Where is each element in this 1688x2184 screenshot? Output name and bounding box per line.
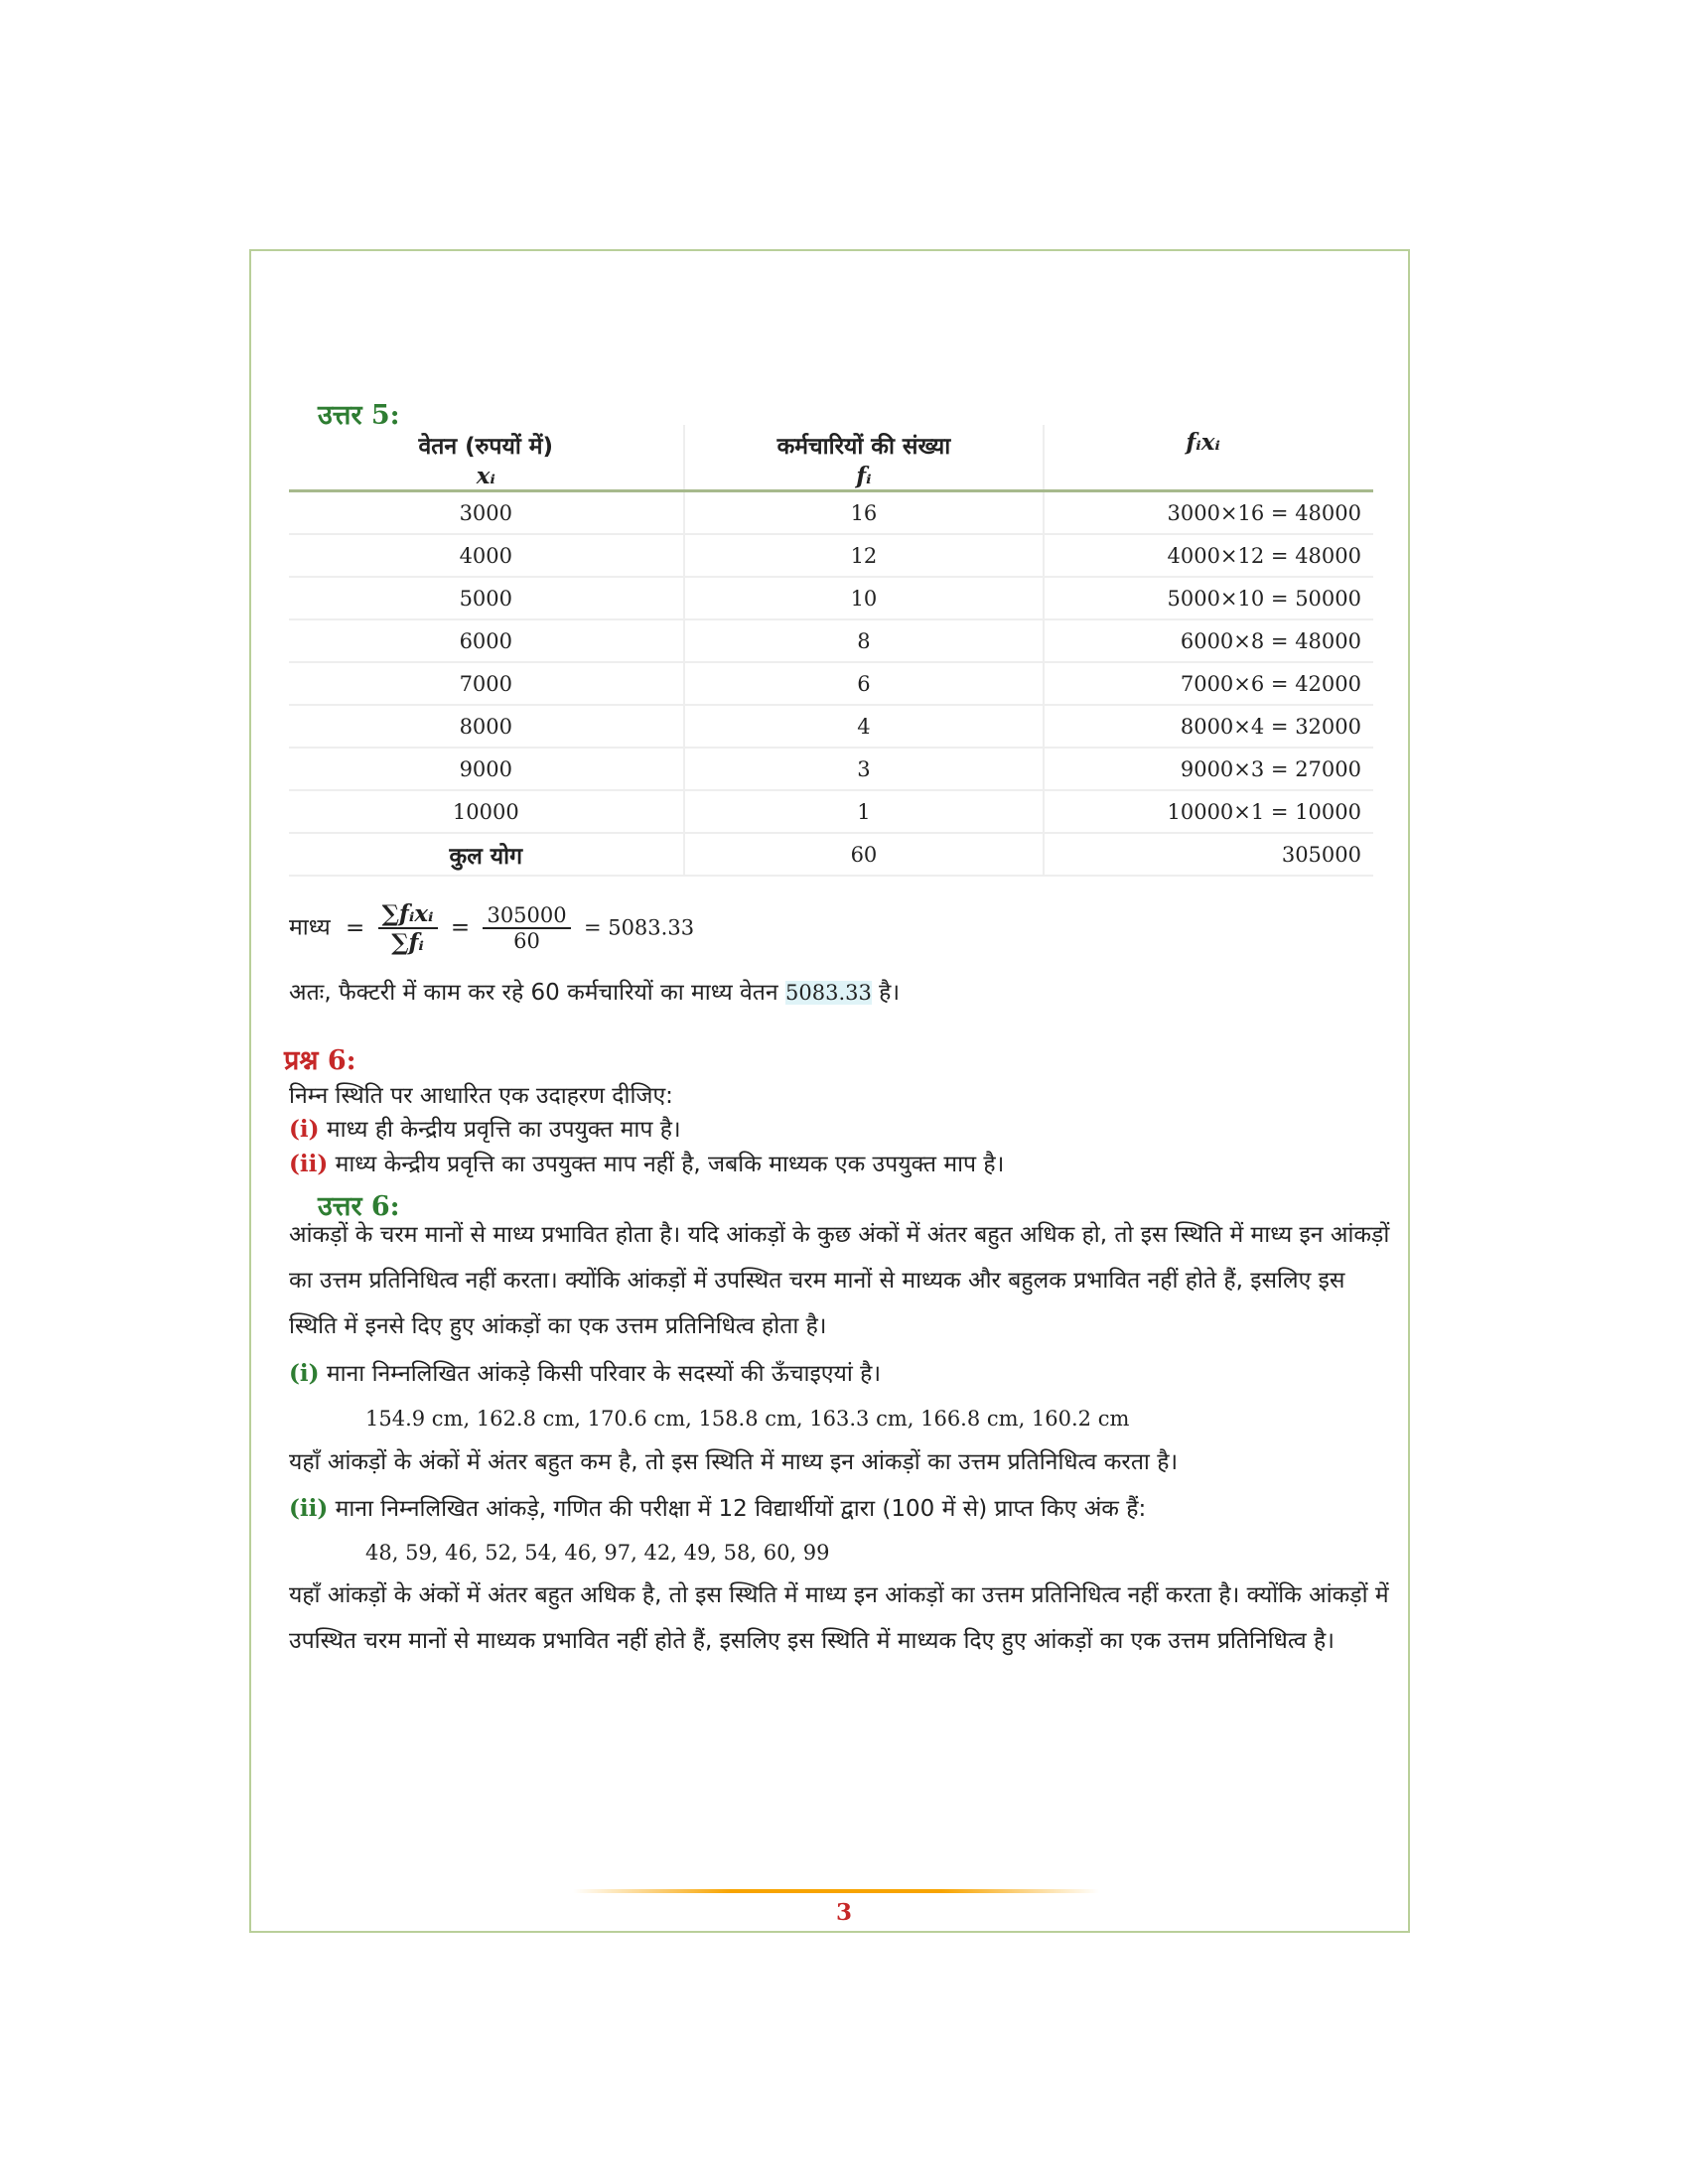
header-employees: कर्मचारियों की संख्या fᵢ [684, 425, 1045, 491]
answer-6-part-1: (i) माना निम्नलिखित आंकड़े किसी परिवार के सदस्यों की ऊँचाइएयां है। [289, 1360, 882, 1387]
header-employees-symbol: fᵢ [856, 463, 872, 489]
mean-formula: माध्य = $\frac{\text{∑fᵢxᵢ}}{\text{∑fᵢ}}$ = $\frac{305000}{60}$ = 5083.33 [289, 900, 695, 956]
table-total-row [289, 833, 1373, 876]
total-frequency: 60 [684, 833, 1045, 876]
answer-5-heading: उत्तर 5: [318, 400, 400, 431]
mean-conclusion: अतः, फैक्टरी में काम कर रहे 60 कर्मचारियों का माध्य वेतन 5083.33 है। [289, 980, 901, 1006]
table-row: 8000 4 8000×4 = 32000 [289, 705, 1373, 748]
answer-6-part-2: (ii) माना निम्नलिखित आंकड़े, गणित की परीक्षा में 12 विद्यार्थीयों द्वारा (100 में से) प्राप्त किए अंक हैं: [289, 1495, 1147, 1522]
answer-6-heading: उत्तर 6: [318, 1191, 400, 1222]
table-row: 7000 6 7000×6 = 42000 [289, 662, 1373, 705]
header-product: fᵢxᵢ [1044, 425, 1373, 491]
table-row: 10000 1 10000×1 = 10000 [289, 790, 1373, 833]
table-row: 6000 8 6000×8 = 48000 [289, 619, 1373, 662]
total-product: 305000 [1044, 833, 1373, 876]
question-6-heading: प्रश्न 6: [284, 1045, 356, 1076]
footer-divider [573, 1889, 1099, 1893]
header-salary-symbol: xᵢ [476, 463, 495, 489]
table-row: 4000 12 4000×12 = 48000 [289, 534, 1373, 577]
table-row: 9000 3 9000×3 = 27000 [289, 748, 1373, 790]
question-6-intro: निम्न स्थिति पर आधारित एक उदाहरण दीजिए: [289, 1083, 673, 1109]
salary-table [289, 425, 1373, 877]
table-row: 5000 10 5000×10 = 50000 [289, 577, 1373, 619]
table-header-row [289, 425, 1373, 491]
question-6-part-1: (i) माध्य ही केन्द्रीय प्रवृत्ति का उपयुक्त माप है। [289, 1116, 681, 1143]
answer-6-part-2-data: 48, 59, 46, 52, 54, 46, 97, 42, 49, 58, 60, 99 [365, 1541, 830, 1565]
answer-6-part-2-conclusion: यहाँ आंकड़ों के अंकों में अंतर बहुत अधिक है, तो इस स्थिति में माध्य इन आंकड़ों का उत्तम प्रतिनिधित्व नहीं करता है। क्योंकि आंकड़ों में उपस्थित चरम मानों से माध्यक प्रभावित नहीं होते हैं, इसलिए इस स्थिति में माध्यक दिए हुए आंकड़ों का एक उत्तम प्रतिनिधित्व है। [289, 1582, 1389, 1654]
mean-result: = 5083.33 [583, 915, 695, 940]
answer-6-part-1-data: 154.9 cm, 162.8 cm, 170.6 cm, 158.8 cm, 163.3 cm, 166.8 cm, 160.2 cm [365, 1407, 1130, 1431]
mean-fraction-symbolic: $\frac{\text{∑fᵢxᵢ}}{\text{∑fᵢ}}$ [378, 900, 438, 956]
mean-value-highlight: 5083.33 [785, 981, 872, 1005]
page-number: 3 [835, 1899, 852, 1926]
question-6-part-2: (ii) माध्य केन्द्रीय प्रवृत्ति का उपयुक्त माप नहीं है, जबकि माध्यक एक उपयुक्त माप है। [289, 1151, 1005, 1177]
answer-6-intro: आंकड़ों के चरम मानों से माध्य प्रभावित होता है। यदि आंकड़ों के कुछ अंकों में अंतर बहुत अधिक हो, तो इस स्थिति में माध्य इन आंकड़ों का उत्तम प्रतिनिधित्व नहीं करता। क्योंकि आंकड़ों में उपस्थित चरम मानों से माध्यक और बहुलक प्रभावित नहीं होते हैं, इसलिए इस स्थिति में इनसे दिए हुए आंकड़ों का एक उत्तम प्रतिनिधित्व होता है। [289, 1222, 1390, 1339]
total-label: कुल योग [289, 833, 684, 876]
header-salary: वेतन (रुपयों में) xᵢ [289, 425, 684, 491]
answer-6-part-1-conclusion: यहाँ आंकड़ों के अंकों में अंतर बहुत कम है, तो इस स्थिति में माध्य इन आंकड़ों का उत्तम प्रतिनिधित्व करता है। [289, 1449, 1179, 1475]
table-row: 3000 16 3000×16 = 48000 [289, 491, 1373, 535]
mean-label: माध्य [289, 914, 331, 941]
mean-fraction-numeric: $\frac{305000}{60}$ [483, 903, 570, 953]
